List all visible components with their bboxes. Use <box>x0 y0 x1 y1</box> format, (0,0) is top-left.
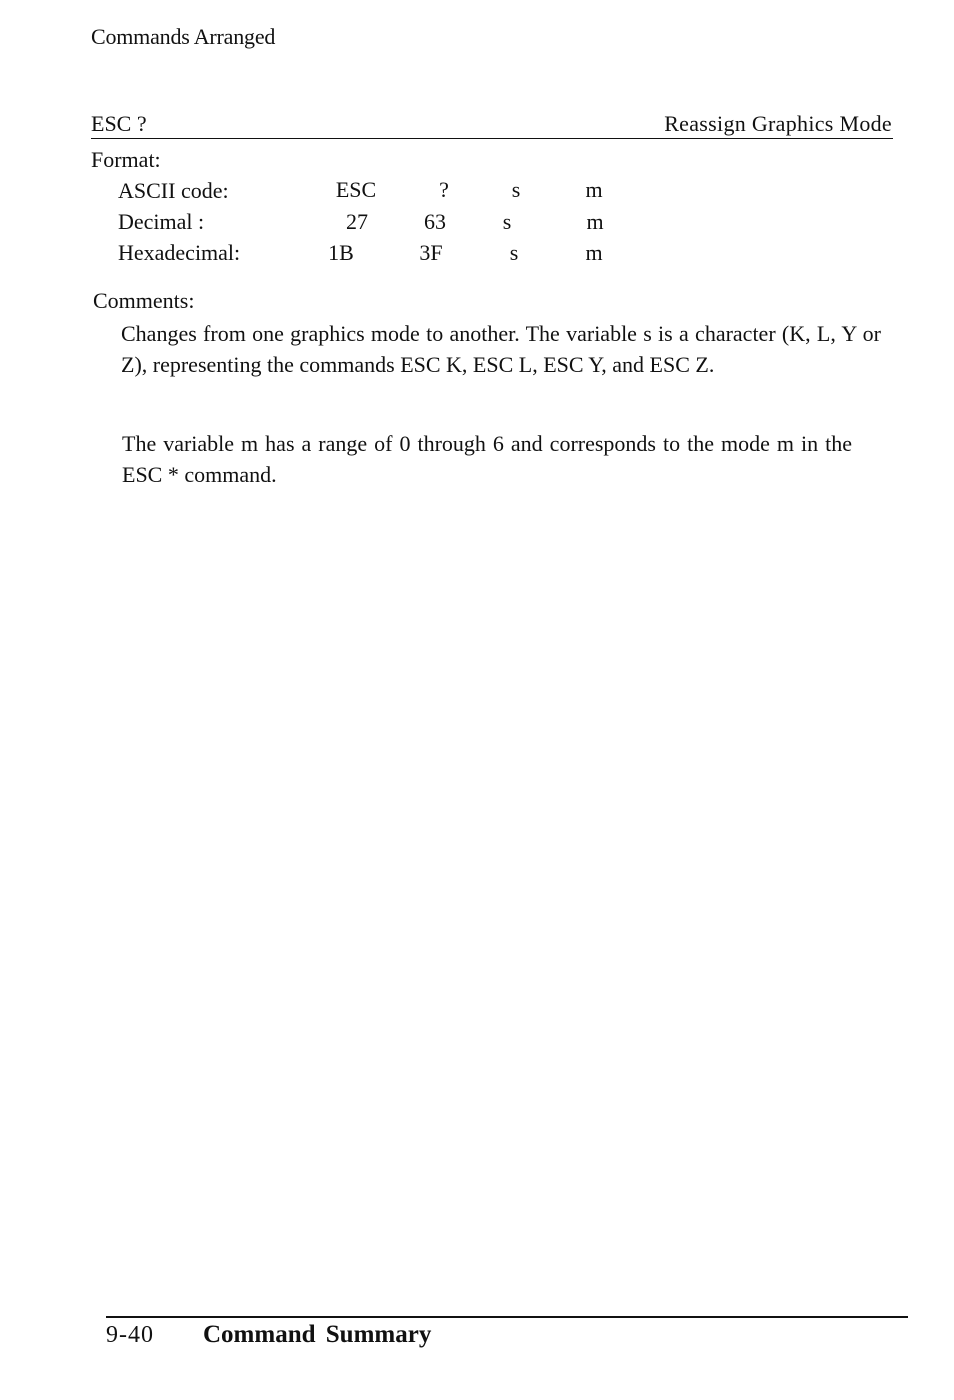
table-cell: m <box>586 209 604 234</box>
command-code: ESC ? <box>91 111 147 136</box>
table-cell: m <box>585 240 603 265</box>
table-cell: s <box>509 240 519 265</box>
row-label: ASCII code: <box>118 178 229 203</box>
format-label: Format: <box>91 147 161 172</box>
table-cell: ESC <box>335 177 377 202</box>
table-cell: 63 <box>424 209 446 234</box>
running-head: Commands Arranged <box>91 24 276 49</box>
table-cell: ? <box>439 177 449 202</box>
page-number: 9-40 <box>106 1322 154 1348</box>
comments-label: Comments: <box>93 288 195 313</box>
table-cell: s <box>511 177 521 202</box>
table-cell: s <box>502 209 512 234</box>
row-label: Hexadecimal: <box>118 240 241 265</box>
command-title: Reassign Graphics Mode <box>664 111 892 136</box>
table-cell: 1B <box>328 240 354 265</box>
footer-rule <box>106 1316 908 1318</box>
row-label: Decimal : <box>118 209 205 234</box>
table-cell: m <box>585 177 603 202</box>
comment-paragraph: Changes from one graphics mode to another. The variable s is a character (K, L, Y or Z), representing the commands ESC K, ESC L, ESC Y, and ESC Z. <box>121 321 881 377</box>
comment-paragraph: The variable m has a range of 0 through 6 and corresponds to the mode m in the ESC * command. <box>122 431 852 487</box>
table-cell: 3F <box>419 240 443 265</box>
footer-section-title: Command Summary <box>203 1321 432 1348</box>
header-rule <box>91 138 893 139</box>
table-cell: 27 <box>346 209 368 234</box>
